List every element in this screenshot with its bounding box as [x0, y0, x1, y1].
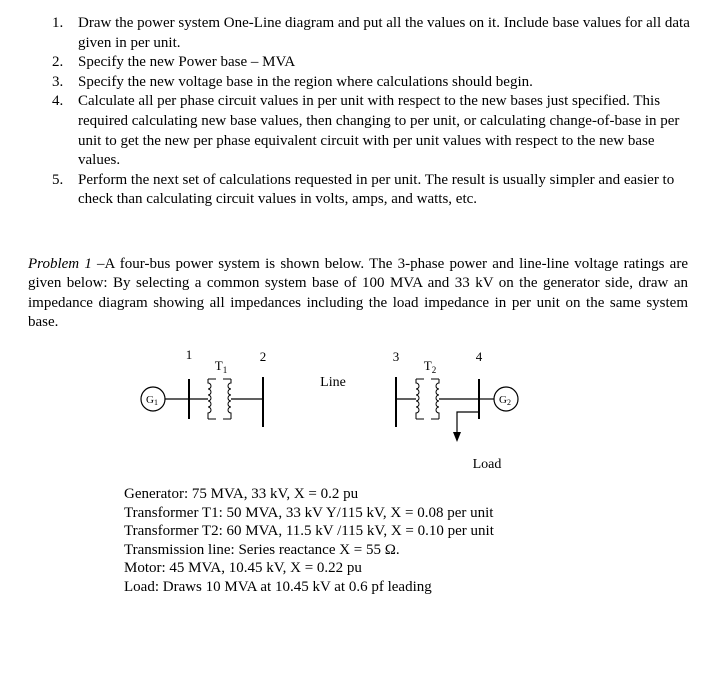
spec-motor: Motor: 45 MVA, 10.45 kV, X = 0.22 pu — [124, 560, 362, 576]
bus-3-number: 3 — [392, 349, 400, 364]
spec-transmission-line: Transmission line: Series reactance X = 55 Ω. — [124, 541, 400, 558]
problem-text: –A four-bus power system is shown below. The 3-phase power and line-line voltage ratings are given below: By selecting a common system base of 100 MVA and 33 kV on the generator side, draw an impedance diagram showing all impedances including the load impedance in per unit on the same system base. — [28, 256, 688, 331]
instruction-text: Draw the power system One-Line diagram and put all the values on it. Include base values for all data given in per unit. — [78, 15, 690, 51]
instruction-item — [46, 92, 696, 170]
instruction-number: 5. — [52, 171, 64, 188]
problem-statement — [28, 255, 688, 333]
instruction-list — [46, 14, 696, 210]
instruction-item — [46, 73, 696, 93]
instruction-number: 2. — [52, 54, 64, 71]
g1-label: G1 — [146, 394, 158, 407]
component-specs — [124, 485, 494, 596]
instruction-text: Specify the new Power base – MVA — [78, 54, 296, 71]
g2-label: G2 — [499, 394, 511, 407]
instruction-number: 4. — [52, 93, 64, 110]
spec-transformer-t1: Transformer T1: 50 MVA, 33 kV Y/115 kV, X = 0.08 per unit — [124, 504, 494, 521]
instruction-number: 3. — [52, 73, 64, 90]
spec-load: Load: Draws 10 MVA at 10.45 kV at 0.6 pf leading — [124, 578, 432, 595]
instruction-text: Perform the next set of calculations requested in per unit. The result is usually simpler and easier to check than calculating circuit values in volts, amps, and watts, etc. — [78, 171, 675, 208]
one-line-diagram — [130, 346, 530, 476]
line-label: Line — [320, 375, 346, 390]
bus-2-number: 2 — [259, 349, 267, 364]
transformer-t1-symbol — [208, 379, 231, 419]
instruction-text: Specify the new voltage base in the region where calculations should begin. — [78, 73, 533, 90]
spec-transformer-t2: Transformer T2: 60 MVA, 11.5 kV /115 kV, X = 0.10 per unit — [124, 523, 494, 539]
bus-4-number: 4 — [475, 349, 483, 364]
instruction-item — [46, 53, 696, 73]
instruction-number: 1. — [52, 15, 64, 31]
load-arrow — [453, 432, 461, 442]
t2-label: $T_2$ — [423, 358, 437, 375]
bus-1-number: 1 — [185, 347, 193, 362]
spec-generator: Generator: 75 MVA, 33 kV, X = 0.2 pu — [124, 486, 359, 502]
load-label: Load — [472, 457, 502, 472]
transformer-t2-symbol — [416, 379, 439, 419]
t1-label: $T_1$ — [214, 358, 228, 375]
instruction-text: Calculate all per phase circuit values in per unit with respect to the new bases just specified. This required calculating new base values, then changing to per unit, or calculating change-of-base in per unit to get the new per phase equivalent circuit with per unit values with respect to the new base values. — [78, 93, 680, 169]
problem-title: Problem 1 — [28, 256, 92, 272]
instruction-item — [46, 14, 696, 53]
instruction-item — [46, 171, 696, 210]
